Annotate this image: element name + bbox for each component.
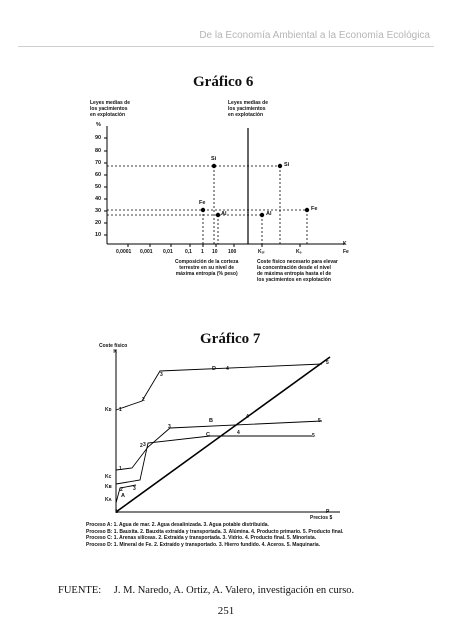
- x-tick-label: 0,0001: [116, 249, 132, 255]
- y-tick-label: 10: [95, 232, 102, 238]
- fe-label: Fe: [311, 206, 318, 212]
- step-number: 5: [312, 433, 315, 439]
- si-label: Si: [284, 162, 290, 168]
- process-d-label: D: [212, 366, 216, 372]
- step-number: 1: [119, 466, 122, 472]
- step-number: 3: [143, 442, 146, 448]
- chart7-y-title: Coste físico K: [99, 343, 128, 355]
- x-axis-end-fe: Fe: [343, 249, 349, 255]
- y-tick-label: 90: [95, 135, 102, 141]
- si-label: Si: [211, 156, 217, 162]
- page-number: 251: [217, 605, 235, 617]
- process-a-label: A: [121, 493, 125, 499]
- x-tick-label: 10: [212, 249, 218, 255]
- process-c-label: C: [206, 432, 210, 438]
- process-d-curve: [116, 364, 322, 410]
- step-number: 2: [142, 397, 145, 403]
- al-label: Al: [266, 211, 272, 217]
- y-mark-kb: Kʙ: [105, 484, 112, 490]
- step-number: 2: [120, 487, 123, 493]
- fe-label: Fe: [199, 200, 206, 206]
- y-mark-kd: Kᴅ: [105, 407, 112, 413]
- step-number: 1: [119, 407, 122, 413]
- x-axis-precios: Precios $: [310, 515, 333, 521]
- chart7-legend: [86, 522, 343, 548]
- y-tick-label: 30: [95, 208, 102, 214]
- chart6-center-caption: Leyes medias de los yacimientos en explotación: [228, 100, 269, 118]
- source-label: FUENTE:: [58, 585, 102, 596]
- chart7-title: Gráfico 7: [200, 331, 261, 347]
- y-tick-label: 40: [95, 196, 102, 202]
- y-tick-label: 60: [95, 172, 102, 178]
- y-tick-label: 20: [95, 220, 102, 226]
- x-tick-label: 1: [201, 249, 204, 255]
- step-number: 4: [246, 414, 249, 420]
- chart6-y-unit: %: [96, 122, 101, 128]
- source-line: [58, 585, 354, 596]
- y-tick-label: 50: [95, 184, 102, 190]
- running-header: De la Economía Ambiental a la Economía Ecológica: [199, 30, 430, 41]
- step-number: 4: [237, 430, 240, 436]
- x-tick-label: 0,001: [140, 249, 153, 255]
- step-number: 5: [326, 360, 329, 366]
- al-label: Al: [221, 211, 227, 217]
- x-tick-label: 0,1: [185, 249, 192, 255]
- x-tick-label: Kₐₗ: [258, 249, 265, 255]
- step-number: 3: [160, 372, 163, 378]
- step-number: 2: [140, 443, 143, 449]
- x-axis-p: P: [326, 509, 330, 515]
- legend-item: Proceso C: 1. Arenas silíceas. 2. Extraída y transportada. 3. Vidrio. 4. Producto final. 5. Minorista.: [86, 535, 317, 541]
- process-b-curve: [116, 421, 322, 470]
- y-tick-label: 80: [95, 148, 102, 154]
- source-text: J. M. Naredo, A. Ortiz, A. Valero, investigación en curso.: [113, 585, 355, 596]
- y-mark-ka: Kᴀ: [105, 497, 112, 503]
- chart6-x-caption-right: Coste físico necesario para elevar la concentración desde el nivel de máxima entropía hasta el de los yacimientos en explotación: [257, 259, 338, 283]
- price-line: [116, 357, 330, 512]
- y-mark-kc: Kᴄ: [105, 474, 112, 480]
- step-number: 4: [226, 366, 229, 372]
- x-tick-label: 100: [228, 249, 237, 255]
- chart6-left-caption: Leyes medias de los yacimientos en explotación: [90, 100, 131, 118]
- legend-item: Proceso A: 1. Agua de mar. 2. Agua desalinizada. 3. Agua potable distribuida.: [86, 522, 269, 528]
- x-tick-label: 0,01: [163, 249, 173, 255]
- y-tick-label: 70: [95, 160, 102, 166]
- step-number: 3: [168, 424, 171, 430]
- step-number: 5: [318, 418, 321, 424]
- legend-item: Proceso B: 1. Bauxita. 2. Bauxita extraída y transportada. 3. Alúmina. 4. Producto primario. 5. Producto final.: [86, 528, 344, 535]
- x-tick-label: Kₑ: [296, 249, 302, 255]
- x-axis-end-k: K: [343, 241, 347, 247]
- chart6-x-caption-left: Composición de la corteza terrestre en su nivel de máxima entropía (% peso): [175, 259, 239, 277]
- step-number: 1: [115, 509, 118, 515]
- process-b-label: B: [209, 418, 213, 424]
- step-number: 3: [133, 486, 136, 492]
- chart6-title: Gráfico 6: [193, 74, 254, 90]
- legend-item: Proceso D: 1. Mineral de Fe. 2. Extraído y transportado. 3. Hierro fundido. 4. Aceros. 5. Maquinaria.: [86, 541, 321, 548]
